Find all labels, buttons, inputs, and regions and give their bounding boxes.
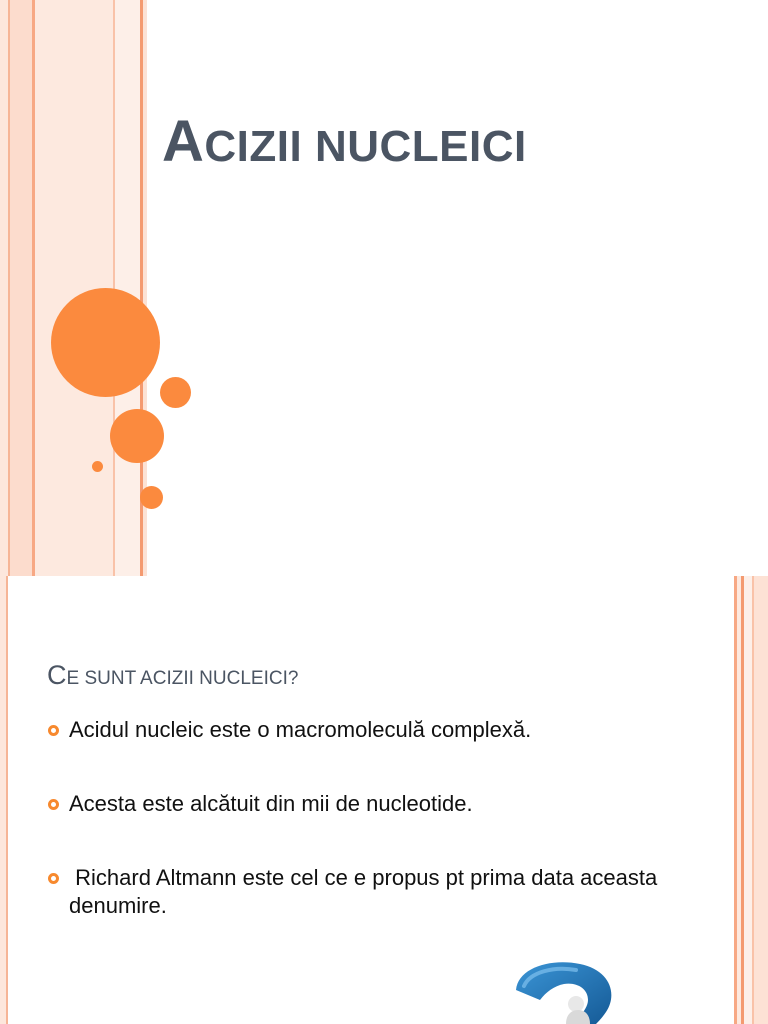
decorative-circle-small [140,486,163,509]
ring-bullet-icon [48,799,59,810]
decorative-circle-tiny [92,461,103,472]
question-mark-icon [510,960,620,1024]
title-initial: A [162,109,205,174]
section-heading [47,660,298,691]
decorative-circle-small [160,377,191,408]
ring-bullet-icon [48,725,59,736]
ring-bullet-icon [48,873,59,884]
bullet-text: Acesta este alcătuit din mii de nucleotide. [69,791,473,816]
heading-initial: C [47,660,67,690]
slide-title [162,108,527,175]
decorative-circle-large [51,288,160,397]
decorative-stripe [744,576,752,1024]
heading-rest: E SUNT ACIZII NUCLEICI? [66,668,299,689]
bullet-text: Acidul nucleic este o macromoleculă complexă. [69,717,532,742]
list-item [47,790,727,818]
decorative-stripe [10,0,32,576]
title-word-1: CIZII [204,122,303,171]
list-item [47,864,727,920]
title-word-2: NUCLEICI [314,122,527,171]
decorative-stripe [754,576,768,1024]
decorative-stripe [6,576,8,1024]
decorative-circle-medium [110,409,164,463]
bullet-text: Richard Altmann este cel ce e propus pt prima data aceasta denumire. [69,865,664,918]
content-slide [0,576,768,1024]
decorative-stripe [0,0,8,576]
bullet-list [47,716,727,920]
list-item [47,716,727,744]
decorative-stripe [115,0,140,576]
